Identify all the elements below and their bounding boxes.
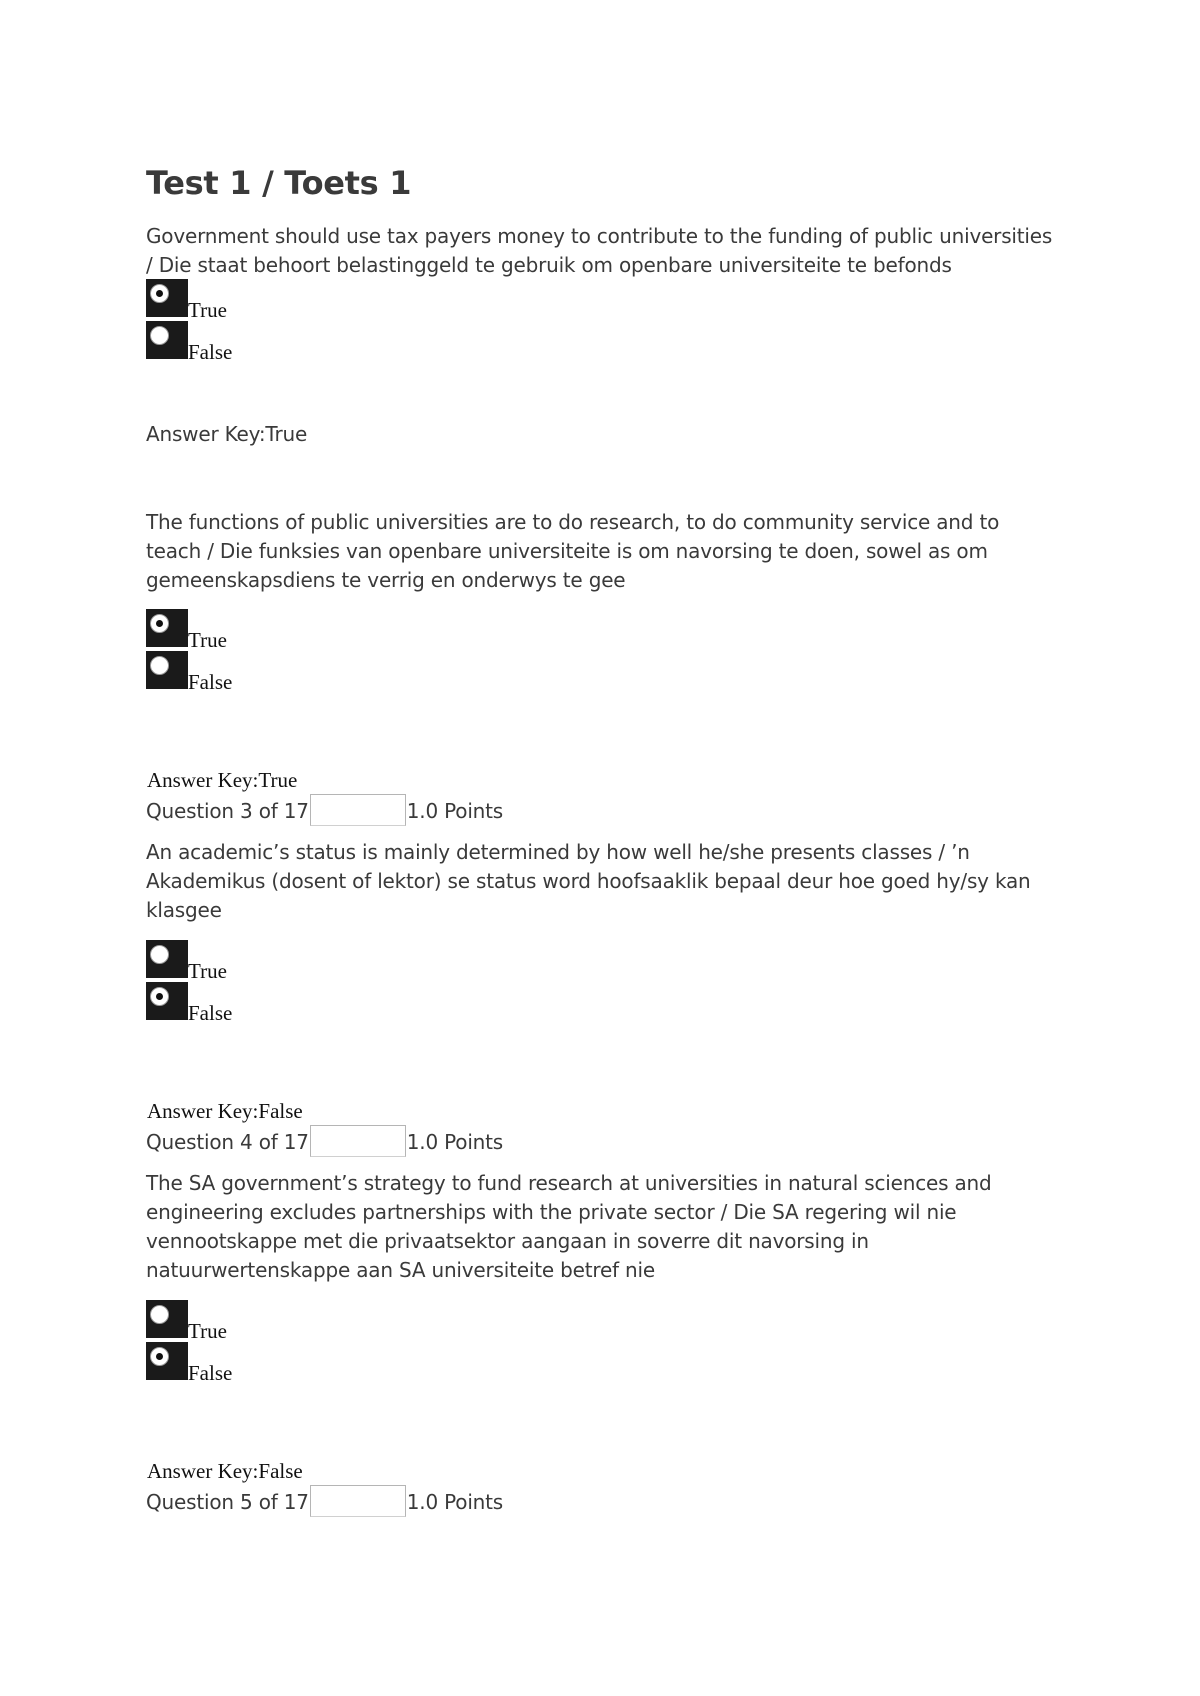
question-text-line: The functions of public universities are to do research, to do community service and to <box>146 510 1000 534</box>
radio-button[interactable] <box>146 321 188 359</box>
points-label: 1.0 Points <box>406 1130 504 1154</box>
option-label: True <box>188 298 227 322</box>
radio-selected-icon <box>150 1347 169 1366</box>
question-text-line: Akademikus (dosent of lektor) se status word hoofsaaklik bepaal deur hoe goed hy/sy kan <box>146 869 1031 893</box>
radio-button[interactable] <box>146 1342 188 1380</box>
radio-unselected-icon <box>150 326 169 345</box>
question-4-header <box>146 1125 503 1157</box>
radio-button[interactable] <box>146 651 188 689</box>
question-1-option-true[interactable] <box>146 279 227 322</box>
radio-button[interactable] <box>146 940 188 978</box>
points-input[interactable] <box>310 794 406 826</box>
question-text-line: Government should use tax payers money to contribute to the funding of public universities <box>146 224 1053 248</box>
question-text-line: vennootskappe met die privaatsektor aangaan in soverre dit navorsing in <box>146 1229 869 1253</box>
points-input[interactable] <box>310 1485 406 1517</box>
option-label: False <box>188 1001 233 1025</box>
radio-selected-icon <box>150 614 169 633</box>
question-text-line: The SA government’s strategy to fund research at universities in natural sciences and <box>146 1171 992 1195</box>
question-5-header <box>146 1485 503 1517</box>
radio-button[interactable] <box>146 609 188 647</box>
question-number: Question 3 of 17 <box>146 799 309 823</box>
question-3-option-true[interactable] <box>146 940 227 983</box>
points-label: 1.0 Points <box>406 1490 504 1514</box>
question-3-header <box>146 794 503 826</box>
question-2-option-true[interactable] <box>146 609 227 652</box>
answer-key: Answer Key:False <box>147 1099 303 1123</box>
question-2-text <box>146 508 1086 595</box>
option-label: False <box>188 1361 233 1385</box>
radio-unselected-icon <box>150 656 169 675</box>
points-label: 1.0 Points <box>406 799 504 823</box>
option-label: False <box>188 670 233 694</box>
radio-button[interactable] <box>146 279 188 317</box>
radio-selected-icon <box>150 987 169 1006</box>
question-2-option-false[interactable] <box>146 651 233 694</box>
option-label: True <box>188 959 227 983</box>
question-1-option-false[interactable] <box>146 321 233 364</box>
option-label: True <box>188 628 227 652</box>
question-text-line: engineering excludes partnerships with the private sector / Die SA regering wil nie <box>146 1200 957 1224</box>
question-4-option-false[interactable] <box>146 1342 233 1385</box>
answer-key: Answer Key:True <box>147 768 298 792</box>
radio-selected-icon <box>150 284 169 303</box>
question-3-text <box>146 838 1086 925</box>
answer-key: Answer Key:True <box>146 422 308 446</box>
question-text-line: natuurwertenskappe aan SA universiteite betref nie <box>146 1258 655 1282</box>
radio-unselected-icon <box>150 1305 169 1324</box>
question-number: Question 5 of 17 <box>146 1490 309 1514</box>
question-text-line: An academic’s status is mainly determined by how well he/she presents classes / ’n <box>146 840 970 864</box>
answer-key: Answer Key:False <box>147 1459 303 1483</box>
question-text-line: teach / Die funksies van openbare universiteite is om navorsing te doen, sowel as om <box>146 539 988 563</box>
points-input[interactable] <box>310 1125 406 1157</box>
page-title: Test 1 / Toets 1 <box>146 164 412 202</box>
question-text-line: gemeenskapsdiens te verrig en onderwys te gee <box>146 568 626 592</box>
radio-button[interactable] <box>146 1300 188 1338</box>
option-label: False <box>188 340 233 364</box>
radio-unselected-icon <box>150 945 169 964</box>
question-text-line: klasgee <box>146 898 222 922</box>
question-number: Question 4 of 17 <box>146 1130 309 1154</box>
question-text-line: / Die staat behoort belastinggeld te gebruik om openbare universiteite te befonds <box>146 253 952 277</box>
question-3-option-false[interactable] <box>146 982 233 1025</box>
question-1-text <box>146 222 1086 280</box>
question-4-option-true[interactable] <box>146 1300 227 1343</box>
option-label: True <box>188 1319 227 1343</box>
radio-button[interactable] <box>146 982 188 1020</box>
question-4-text <box>146 1169 1086 1285</box>
